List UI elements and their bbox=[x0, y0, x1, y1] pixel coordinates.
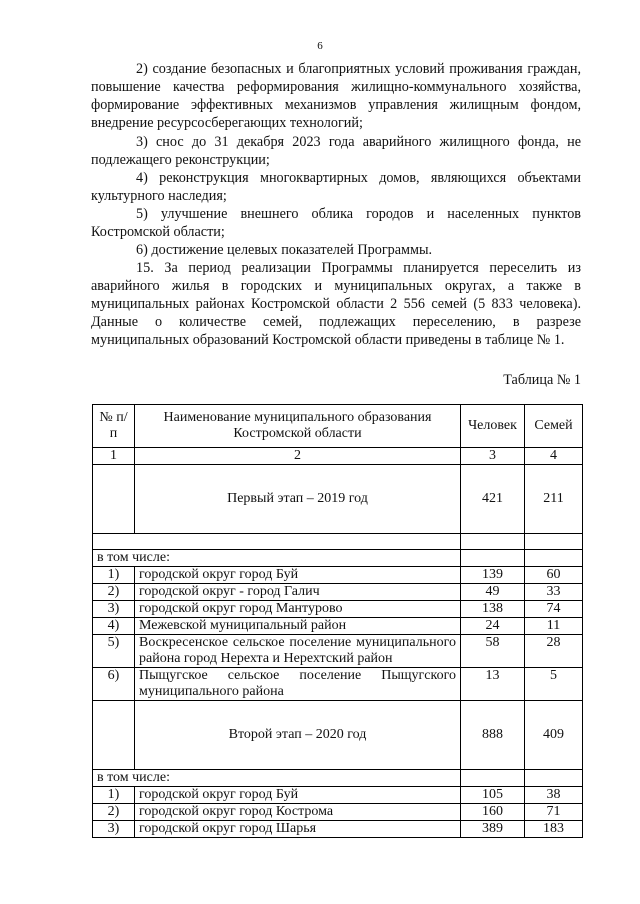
families-count: 33 bbox=[525, 584, 583, 601]
paragraph-item-2: 2) создание безопасных и благоприятных условий проживания граждан, повышение качества реформирования жилищно-коммунального хозяйства, формирование эффективных механизмов управления жилищным фондом, внедрение ресурсосберегающих технологий; bbox=[91, 61, 581, 132]
table-row bbox=[93, 804, 583, 821]
people-count: 49 bbox=[461, 584, 525, 601]
people-count: 389 bbox=[461, 821, 525, 838]
stage-label: Второй этап – 2020 год bbox=[135, 701, 461, 770]
stage-people: 888 bbox=[461, 701, 525, 770]
families-count: 5 bbox=[525, 668, 583, 701]
index-cell: 1 bbox=[93, 448, 135, 465]
including-row bbox=[93, 770, 583, 787]
header-people: Человек bbox=[461, 405, 525, 448]
table-row bbox=[93, 584, 583, 601]
families-count: 74 bbox=[525, 601, 583, 618]
municipality-name: городской округ город Мантурово bbox=[135, 601, 461, 618]
paragraph-item-3: 3) снос до 31 декабря 2023 года аварийного жилищного фонда, не подлежащего реконструкции; bbox=[91, 134, 581, 169]
municipality-name: городской округ город Буй bbox=[135, 787, 461, 804]
stage-empty-cell bbox=[93, 465, 135, 534]
page-number: 6 bbox=[317, 40, 323, 52]
municipality-name: городской округ город Шарья bbox=[135, 821, 461, 838]
including-label: в том числе: bbox=[93, 550, 461, 567]
municipality-name: Воскресенское сельское поселение муниципального района город Нерехта и Нерехтский район bbox=[135, 635, 461, 668]
stage-empty-cell bbox=[93, 701, 135, 770]
table-index-row bbox=[93, 448, 583, 465]
row-number: 2) bbox=[93, 804, 135, 821]
row-number: 3) bbox=[93, 601, 135, 618]
row-number: 4) bbox=[93, 618, 135, 635]
row-number: 2) bbox=[93, 584, 135, 601]
families-count: 28 bbox=[525, 635, 583, 668]
index-cell: 2 bbox=[135, 448, 461, 465]
paragraph-item-4: 4) реконструкция многоквартирных домов, являющихся объектами культурного наследия; bbox=[91, 170, 581, 205]
people-count: 24 bbox=[461, 618, 525, 635]
stage2-row bbox=[93, 701, 583, 770]
stage-people: 421 bbox=[461, 465, 525, 534]
table-row bbox=[93, 668, 583, 701]
index-cell: 4 bbox=[525, 448, 583, 465]
including-label: в том числе: bbox=[93, 770, 461, 787]
families-count: 60 bbox=[525, 567, 583, 584]
row-number: 1) bbox=[93, 567, 135, 584]
stage1-row bbox=[93, 465, 583, 534]
table-row bbox=[93, 821, 583, 838]
including-row bbox=[93, 550, 583, 567]
row-number: 5) bbox=[93, 635, 135, 668]
families-count: 11 bbox=[525, 618, 583, 635]
table-header-row bbox=[93, 405, 583, 448]
header-families: Семей bbox=[525, 405, 583, 448]
paragraph-item-6: 6) достижение целевых показателей Программы. bbox=[136, 242, 433, 258]
families-count: 71 bbox=[525, 804, 583, 821]
municipality-name: городской округ - город Галич bbox=[135, 584, 461, 601]
table-row bbox=[93, 601, 583, 618]
paragraph-item-5: 5) улучшение внешнего облика городов и населенных пунктов Костромской области; bbox=[91, 206, 581, 241]
people-count: 13 bbox=[461, 668, 525, 701]
people-count: 58 bbox=[461, 635, 525, 668]
table-caption: Таблица № 1 bbox=[503, 372, 581, 388]
row-number: 3) bbox=[93, 821, 135, 838]
municipality-name: городской округ город Кострома bbox=[135, 804, 461, 821]
people-count: 139 bbox=[461, 567, 525, 584]
families-count: 183 bbox=[525, 821, 583, 838]
table-row bbox=[93, 618, 583, 635]
municipality-name: Пыщугское сельское поселение Пыщугского муниципального района bbox=[135, 668, 461, 701]
index-cell: 3 bbox=[461, 448, 525, 465]
families-count: 38 bbox=[525, 787, 583, 804]
row-number: 6) bbox=[93, 668, 135, 701]
table-row bbox=[93, 787, 583, 804]
stage-families: 211 bbox=[525, 465, 583, 534]
stage-families: 409 bbox=[525, 701, 583, 770]
paragraph-15: 15. За период реализации Программы планируется переселить из аварийного жилья в городских и муниципальных округах, а также в муниципальных районах Костромской области 2 556 семей (5 833 человека). Данные о количестве семей, подлежащих переселению, в разрезе муниципальных образований Костромской области приведены в таблице № 1. bbox=[91, 260, 581, 349]
municipality-name: Межевской муниципальный район bbox=[135, 618, 461, 635]
people-count: 138 bbox=[461, 601, 525, 618]
blank-row bbox=[93, 534, 583, 550]
header-name: Наименование муниципального образования Костромской области bbox=[135, 405, 461, 448]
stage-label: Первый этап – 2019 год bbox=[135, 465, 461, 534]
data-table bbox=[92, 404, 583, 838]
table-row bbox=[93, 567, 583, 584]
table-row bbox=[93, 635, 583, 668]
header-num: № п/п bbox=[93, 405, 135, 448]
people-count: 105 bbox=[461, 787, 525, 804]
people-count: 160 bbox=[461, 804, 525, 821]
municipality-name: городской округ город Буй bbox=[135, 567, 461, 584]
row-number: 1) bbox=[93, 787, 135, 804]
